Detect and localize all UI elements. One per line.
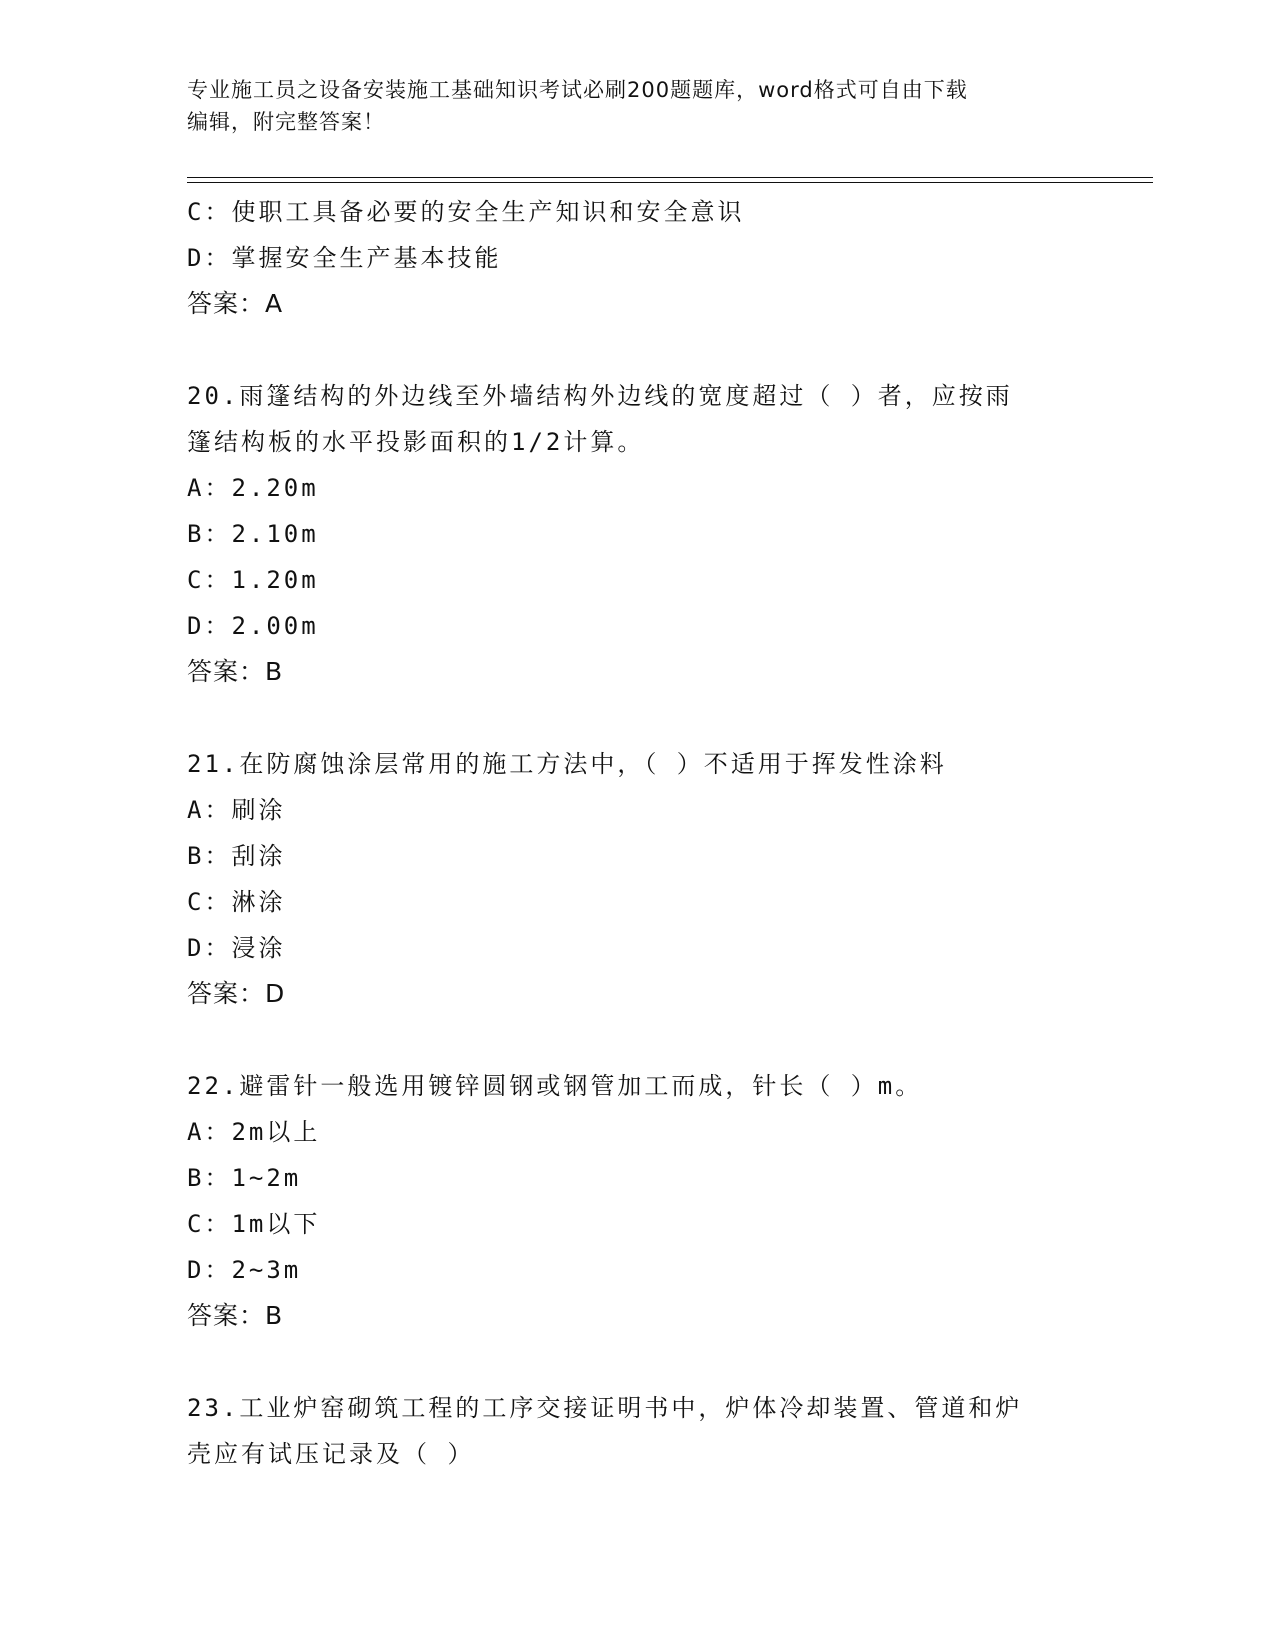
question-stem: 21.在防腐蚀涂层常用的施工方法中，（ ）不适用于挥发性涂料 bbox=[187, 750, 947, 778]
spacer bbox=[187, 1017, 1067, 1063]
spacer bbox=[187, 327, 1067, 373]
question-23 bbox=[187, 1385, 1067, 1477]
option-c: C：1.20m bbox=[187, 566, 319, 594]
question-stem: 篷结构板的水平投影面积的1/2计算。 bbox=[187, 428, 645, 456]
option-d: D：浸涂 bbox=[187, 934, 286, 962]
spacer bbox=[187, 1339, 1067, 1385]
header-divider-bottom bbox=[187, 182, 1153, 183]
option-d: D：掌握安全生产基本技能 bbox=[187, 244, 502, 272]
question-stem: 22.避雷针一般选用镀锌圆钢或钢管加工而成，针长（ ）m。 bbox=[187, 1072, 923, 1100]
option-c: C：1m以下 bbox=[187, 1210, 321, 1238]
answer-line: 答案：A bbox=[187, 289, 284, 318]
answer-line: 答案：B bbox=[187, 1301, 284, 1330]
question-19-continuation bbox=[187, 189, 1067, 327]
header-title-line-2: 编辑，附完整答案！ bbox=[187, 110, 385, 134]
question-list bbox=[187, 189, 1067, 1477]
spacer bbox=[187, 695, 1067, 741]
question-20 bbox=[187, 373, 1067, 695]
option-c: C：使职工具备必要的安全生产知识和安全意识 bbox=[187, 198, 745, 226]
answer-line: 答案：B bbox=[187, 657, 284, 686]
option-d: D：2~3m bbox=[187, 1256, 302, 1284]
option-a: A：2.20m bbox=[187, 474, 319, 502]
option-a: A：2m以上 bbox=[187, 1118, 321, 1146]
document-header bbox=[187, 74, 1067, 138]
option-a: A：刷涂 bbox=[187, 796, 286, 824]
question-22 bbox=[187, 1063, 1067, 1339]
header-divider-top bbox=[187, 177, 1153, 178]
option-b: B：刮涂 bbox=[187, 842, 286, 870]
answer-line: 答案：D bbox=[187, 979, 286, 1008]
question-stem: 20.雨篷结构的外边线至外墙结构外边线的宽度超过（ ）者，应按雨 bbox=[187, 382, 1013, 410]
option-b: B：1~2m bbox=[187, 1164, 302, 1192]
question-stem: 23.工业炉窑砌筑工程的工序交接证明书中，炉体冷却装置、管道和炉 bbox=[187, 1394, 1023, 1422]
option-d: D：2.00m bbox=[187, 612, 319, 640]
question-stem: 壳应有试压记录及（ ） bbox=[187, 1440, 475, 1468]
header-title-line-1: 专业施工员之设备安装施工基础知识考试必刷200题题库，word格式可自由下载 bbox=[187, 78, 968, 102]
question-21 bbox=[187, 741, 1067, 1017]
option-b: B：2.10m bbox=[187, 520, 319, 548]
option-c: C：淋涂 bbox=[187, 888, 286, 916]
